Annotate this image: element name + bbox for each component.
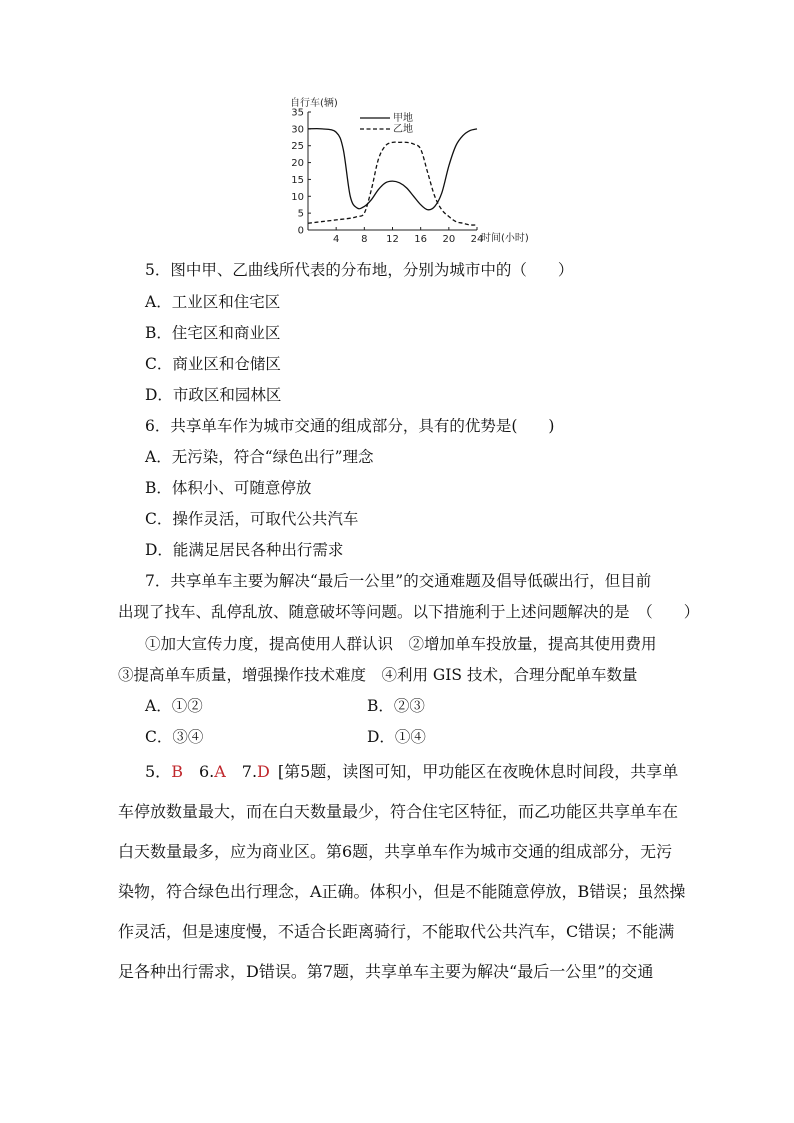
legend-label-series-2: 乙地 (393, 124, 413, 135)
y-tick-label: 0 (297, 225, 304, 237)
answer-num-6: 6. (198, 762, 215, 781)
answer-7: D (257, 762, 270, 781)
y-tick-label: 5 (297, 208, 304, 220)
y-tick-label: 10 (291, 191, 304, 203)
explanation-line-5: 作灵活，但是速度慢，不适合长距离骑行，不能取代公共汽车，C错误；不能满 (118, 922, 675, 941)
question-7-stem-line-1: 7．共享单车主要为解决“最后一公里”的交通难题及倡导低碳出行，但目前 (145, 572, 652, 590)
question-6-option-b: B．体积小、可随意停放 (145, 479, 312, 497)
x-tick-label: 8 (361, 234, 368, 245)
explanation-line-4: 染物，符合绿色出行理念，A正确。体积小，但是不能随意停放，B错误；虽然操 (118, 882, 686, 901)
answer-5: B (171, 762, 183, 781)
explanation-line-6: 足各种出行需求，D错误。第7题，共享单车主要为解决“最后一公里”的交通 (118, 962, 654, 981)
y-tick-label: 15 (291, 174, 304, 186)
y-tick-label: 35 (291, 107, 304, 119)
answer-num-7: 7. (241, 762, 258, 781)
x-tick-label: 24 (470, 234, 484, 245)
y-tick-label: 25 (291, 141, 304, 153)
question-6-option-c: C．操作灵活，可取代公共汽车 (145, 510, 359, 528)
question-6-stem: 6．共享单车作为城市交通的组成部分，具有的优势是( ) (145, 417, 555, 435)
question-7-items-line-2: ③提高单车质量，增强操作技术难度 ④利用 GIS 技术，合理分配单车数量 (118, 666, 638, 684)
bike-count-chart (285, 92, 535, 248)
x-axis-label: 时间(小时) (481, 233, 529, 244)
answer-key-line (145, 760, 678, 784)
question-6-option-d: D．能满足居民各种出行需求 (145, 541, 344, 559)
explanation-line-1: [第5题，读图可知，甲功能区在夜晚休息时间段，共享单 (277, 762, 679, 781)
question-7-option-a: A．①② (145, 697, 203, 715)
series-line-2 (308, 142, 477, 225)
question-7-option-b: B．②③ (367, 697, 425, 715)
x-tick-label: 16 (414, 234, 428, 245)
question-5-option-a: A．工业区和住宅区 (145, 293, 281, 311)
answer-num-5: 5． (145, 762, 172, 781)
x-tick-label: 4 (332, 234, 340, 245)
explanation-line-3: 白天数量最多，应为商业区。第6题，共享单车作为城市交通的组成部分，无污 (118, 842, 673, 861)
question-6-option-a: A．无污染，符合“绿色出行”理念 (145, 448, 374, 466)
question-7-option-d: D．①④ (367, 728, 426, 746)
question-5-option-b: B．住宅区和商业区 (145, 324, 281, 342)
legend (360, 111, 413, 135)
question-7-option-c: C．③④ (145, 728, 204, 746)
series-line-1 (308, 129, 477, 210)
question-5-option-c: C．商业区和仓储区 (145, 355, 281, 373)
y-tick-label: 20 (291, 158, 304, 170)
answer-6: A (214, 762, 226, 781)
question-7-items-line-1: ①加大宣传力度，提高使用人群认识 ②增加单车投放量，提高其使用费用 (145, 635, 657, 653)
x-tick-label: 20 (442, 234, 456, 245)
question-5-option-d: D．市政区和园林区 (145, 386, 282, 404)
question-7-stem-line-2: 出现了找车、乱停乱放、随意破坏等问题。以下措施利于上述问题解决的是 （ ） (118, 603, 700, 621)
explanation-line-2: 车停放数量最大，而在白天数量最少，符合住宅区特征，而乙功能区共享单车在 (118, 802, 679, 821)
legend-label-series-1: 甲地 (393, 113, 413, 124)
y-axis-label: 自行车(辆) (290, 98, 338, 109)
y-tick-label: 30 (291, 124, 304, 136)
x-tick-label: 12 (386, 234, 399, 245)
question-5-stem: 5．图中甲、乙曲线所代表的分布地，分别为城市中的（ ） (145, 261, 574, 279)
